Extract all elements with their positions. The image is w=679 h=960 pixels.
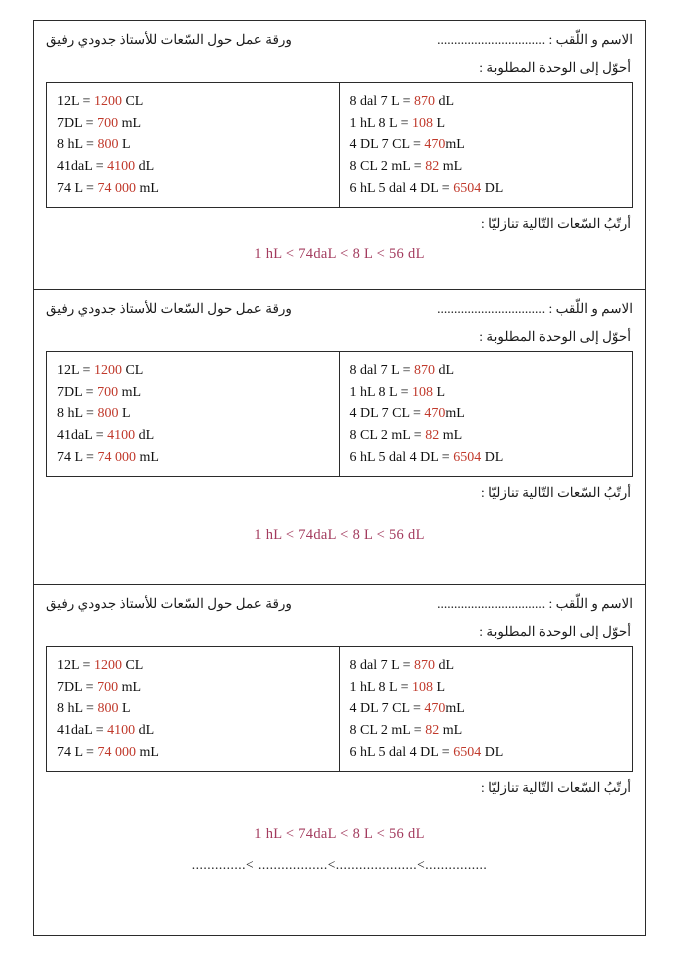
answer-unit: CL bbox=[121, 362, 144, 378]
answer-value: 870 bbox=[414, 362, 436, 378]
worksheet-title: ورقة عمل حول السّعات للأستاذ جدودي رفيق bbox=[46, 32, 292, 47]
answer-unit: dL bbox=[135, 427, 155, 443]
table-row bbox=[350, 382, 623, 404]
answer-unit: L bbox=[432, 384, 446, 400]
equals-sign: = bbox=[82, 449, 98, 465]
answer-unit: mL bbox=[445, 701, 465, 717]
table-row bbox=[350, 447, 623, 469]
question-text: 8 hL bbox=[57, 406, 83, 422]
answer-unit: mL bbox=[118, 384, 142, 400]
table-row bbox=[57, 425, 329, 447]
question-text: 7DL bbox=[57, 384, 83, 400]
equals-sign: = bbox=[92, 158, 108, 174]
table-row bbox=[350, 134, 623, 156]
answer-value: 470 bbox=[424, 406, 446, 422]
table-row bbox=[350, 113, 623, 135]
instruction-order: أرتّبُ السّعات التّالية تنازليّا : bbox=[480, 216, 631, 232]
answer-value: 800 bbox=[97, 406, 119, 422]
table-row bbox=[57, 720, 329, 742]
answer-value: 700 bbox=[97, 679, 119, 695]
table-row bbox=[350, 655, 623, 677]
equals-sign: = bbox=[397, 384, 412, 400]
equals-sign: = bbox=[79, 93, 94, 109]
answer-value: 82 bbox=[425, 722, 440, 738]
answer-unit: mL bbox=[135, 449, 159, 465]
answer-unit: dL bbox=[435, 362, 455, 378]
answer-value: 6504 bbox=[453, 180, 482, 196]
equals-sign: = bbox=[410, 722, 426, 738]
answer-unit: mL bbox=[135, 180, 159, 196]
table-row bbox=[350, 698, 623, 720]
instruction-order: أرتّبُ السّعات التّالية تنازليّا : bbox=[480, 780, 631, 796]
blank-answer-line[interactable]: ..............< ..................<.....................<................ bbox=[191, 857, 488, 873]
question-text: 8 dal 7 L bbox=[349, 93, 400, 109]
student-name-dots: ................................ bbox=[437, 596, 546, 611]
table-row bbox=[57, 677, 329, 699]
table-row bbox=[57, 113, 329, 135]
answer-unit: dL bbox=[435, 93, 455, 109]
instruction-convert: أحوّل إلى الوحدة المطلوبة : bbox=[479, 328, 631, 344]
student-name-dots: ................................ bbox=[437, 301, 546, 316]
table-row bbox=[350, 720, 623, 742]
answer-value: 74 000 bbox=[97, 180, 136, 196]
question-text: 6 hL 5 dal 4 DL bbox=[349, 449, 439, 465]
answer-unit: dL bbox=[135, 158, 155, 174]
equals-sign: = bbox=[410, 158, 426, 174]
table-row bbox=[57, 698, 329, 720]
equals-sign: = bbox=[397, 115, 412, 131]
question-text: 8 CL 2 mL bbox=[349, 427, 411, 443]
student-name-label: الاسم و اللّقب : bbox=[548, 32, 633, 47]
table-row bbox=[350, 360, 623, 382]
answer-unit: DL bbox=[481, 180, 504, 196]
answer-unit: mL bbox=[439, 722, 463, 738]
answer-unit: mL bbox=[445, 137, 465, 153]
table-row bbox=[57, 134, 329, 156]
conversion-table bbox=[46, 351, 633, 477]
answer-value: 1200 bbox=[93, 93, 122, 109]
worksheet-header bbox=[46, 300, 633, 319]
answer-value: 108 bbox=[411, 115, 433, 131]
conversion-table bbox=[46, 82, 633, 208]
ordered-answer: 1 hL < 74daL < 8 L < 56 dL bbox=[254, 826, 425, 843]
equals-sign: = bbox=[79, 657, 94, 673]
equals-sign: = bbox=[438, 180, 454, 196]
answer-value: 108 bbox=[411, 679, 433, 695]
answer-value: 4100 bbox=[107, 722, 136, 738]
equals-sign: = bbox=[399, 657, 415, 673]
question-text: 41daL bbox=[57, 158, 93, 174]
answer-value: 1200 bbox=[93, 362, 122, 378]
equals-sign: = bbox=[82, 180, 98, 196]
answer-value: 870 bbox=[414, 657, 436, 673]
student-name-field[interactable] bbox=[433, 300, 633, 319]
equals-sign: = bbox=[92, 722, 108, 738]
table-row bbox=[350, 178, 623, 200]
table-row bbox=[350, 677, 623, 699]
question-text: 1 hL 8 L bbox=[349, 679, 398, 695]
worksheet-title: ورقة عمل حول السّعات للأستاذ جدودي رفيق bbox=[46, 301, 292, 316]
answer-unit: mL bbox=[445, 406, 465, 422]
question-text: 7DL bbox=[57, 115, 83, 131]
conversion-column-left bbox=[47, 647, 340, 771]
equals-sign: = bbox=[82, 701, 98, 717]
answer-value: 1200 bbox=[93, 657, 122, 673]
answer-value: 870 bbox=[414, 93, 436, 109]
table-row bbox=[57, 447, 329, 469]
worksheet-header bbox=[46, 595, 633, 614]
worksheet-2 bbox=[34, 290, 645, 585]
answer-value: 700 bbox=[97, 384, 119, 400]
answer-unit: L bbox=[432, 115, 446, 131]
equals-sign: = bbox=[82, 115, 98, 131]
question-text: 4 DL 7 CL bbox=[349, 137, 410, 153]
answer-unit: mL bbox=[439, 427, 463, 443]
answer-unit: L bbox=[432, 679, 446, 695]
equals-sign: = bbox=[82, 406, 98, 422]
conversion-table bbox=[46, 646, 633, 772]
question-text: 41daL bbox=[57, 722, 93, 738]
answer-value: 700 bbox=[97, 115, 119, 131]
question-text: 1 hL 8 L bbox=[349, 115, 398, 131]
conversion-column-right bbox=[340, 83, 633, 207]
answer-unit: mL bbox=[439, 158, 463, 174]
ordered-answer: 1 hL < 74daL < 8 L < 56 dL bbox=[254, 246, 425, 263]
answer-value: 6504 bbox=[453, 449, 482, 465]
question-text: 12L bbox=[57, 657, 80, 673]
table-row bbox=[350, 425, 623, 447]
table-row bbox=[57, 91, 329, 113]
student-name-label: الاسم و اللّقب : bbox=[548, 596, 633, 611]
instruction-convert: أحوّل إلى الوحدة المطلوبة : bbox=[479, 623, 631, 639]
question-text: 1 hL 8 L bbox=[349, 384, 398, 400]
question-text: 74 L bbox=[57, 180, 83, 196]
question-text: 8 hL bbox=[57, 701, 83, 717]
question-text: 6 hL 5 dal 4 DL bbox=[349, 744, 439, 760]
table-row bbox=[57, 156, 329, 178]
answer-unit: L bbox=[118, 137, 131, 153]
answer-value: 6504 bbox=[453, 744, 482, 760]
question-text: 12L bbox=[57, 362, 80, 378]
answer-unit: dL bbox=[135, 722, 155, 738]
answer-value: 74 000 bbox=[97, 744, 136, 760]
answer-value: 82 bbox=[425, 158, 440, 174]
answer-value: 4100 bbox=[107, 427, 136, 443]
answer-unit: dL bbox=[435, 657, 455, 673]
table-row bbox=[57, 178, 329, 200]
equals-sign: = bbox=[82, 679, 98, 695]
table-row bbox=[57, 403, 329, 425]
equals-sign: = bbox=[79, 362, 94, 378]
answer-unit: CL bbox=[121, 657, 144, 673]
question-text: 6 hL 5 dal 4 DL bbox=[349, 180, 439, 196]
instruction-convert: أحوّل إلى الوحدة المطلوبة : bbox=[479, 59, 631, 75]
question-text: 4 DL 7 CL bbox=[349, 406, 410, 422]
equals-sign: = bbox=[409, 406, 425, 422]
equals-sign: = bbox=[92, 427, 108, 443]
question-text: 4 DL 7 CL bbox=[349, 701, 410, 717]
student-name-field[interactable] bbox=[433, 595, 633, 614]
equals-sign: = bbox=[82, 744, 98, 760]
question-text: 7DL bbox=[57, 679, 83, 695]
conversion-column-left bbox=[47, 352, 340, 476]
worksheet-page bbox=[33, 20, 646, 936]
table-row bbox=[57, 360, 329, 382]
answer-value: 470 bbox=[424, 701, 446, 717]
question-text: 8 CL 2 mL bbox=[349, 158, 411, 174]
equals-sign: = bbox=[82, 384, 98, 400]
table-row bbox=[350, 742, 623, 764]
answer-value: 74 000 bbox=[97, 449, 136, 465]
conversion-column-right bbox=[340, 647, 633, 771]
ordered-answer: 1 hL < 74daL < 8 L < 56 dL bbox=[254, 527, 425, 544]
worksheet-title: ورقة عمل حول السّعات للأستاذ جدودي رفيق bbox=[46, 596, 292, 611]
answer-value: 800 bbox=[97, 137, 119, 153]
equals-sign: = bbox=[409, 137, 425, 153]
equals-sign: = bbox=[438, 449, 454, 465]
worksheet-1 bbox=[34, 21, 645, 290]
answer-value: 108 bbox=[411, 384, 433, 400]
answer-value: 470 bbox=[424, 137, 446, 153]
equals-sign: = bbox=[397, 679, 412, 695]
question-text: 8 dal 7 L bbox=[349, 362, 400, 378]
equals-sign: = bbox=[410, 427, 426, 443]
conversion-column-right bbox=[340, 352, 633, 476]
question-text: 12L bbox=[57, 93, 80, 109]
answer-value: 4100 bbox=[107, 158, 136, 174]
answer-unit: mL bbox=[118, 115, 142, 131]
answer-unit: mL bbox=[118, 679, 142, 695]
equals-sign: = bbox=[399, 362, 415, 378]
answer-unit: DL bbox=[481, 744, 504, 760]
worksheet-3 bbox=[34, 585, 645, 935]
student-name-dots: ................................ bbox=[437, 32, 546, 47]
answer-value: 800 bbox=[97, 701, 119, 717]
worksheet-header bbox=[46, 31, 633, 50]
table-row bbox=[57, 742, 329, 764]
student-name-label: الاسم و اللّقب : bbox=[548, 301, 633, 316]
answer-unit: DL bbox=[481, 449, 504, 465]
answer-value: 82 bbox=[425, 427, 440, 443]
table-row bbox=[350, 403, 623, 425]
student-name-field[interactable] bbox=[433, 31, 633, 50]
equals-sign: = bbox=[399, 93, 415, 109]
table-row bbox=[350, 91, 623, 113]
answer-unit: CL bbox=[121, 93, 144, 109]
question-text: 74 L bbox=[57, 744, 83, 760]
answer-unit: L bbox=[118, 406, 131, 422]
answer-unit: L bbox=[118, 701, 131, 717]
question-text: 41daL bbox=[57, 427, 93, 443]
equals-sign: = bbox=[409, 701, 425, 717]
question-text: 8 dal 7 L bbox=[349, 657, 400, 673]
table-row bbox=[57, 382, 329, 404]
question-text: 8 CL 2 mL bbox=[349, 722, 411, 738]
conversion-column-left bbox=[47, 83, 340, 207]
equals-sign: = bbox=[82, 137, 98, 153]
table-row bbox=[350, 156, 623, 178]
question-text: 8 hL bbox=[57, 137, 83, 153]
question-text: 74 L bbox=[57, 449, 83, 465]
answer-unit: mL bbox=[135, 744, 159, 760]
instruction-order: أرتّبُ السّعات التّالية تنازليّا : bbox=[480, 485, 631, 501]
equals-sign: = bbox=[438, 744, 454, 760]
table-row bbox=[57, 655, 329, 677]
